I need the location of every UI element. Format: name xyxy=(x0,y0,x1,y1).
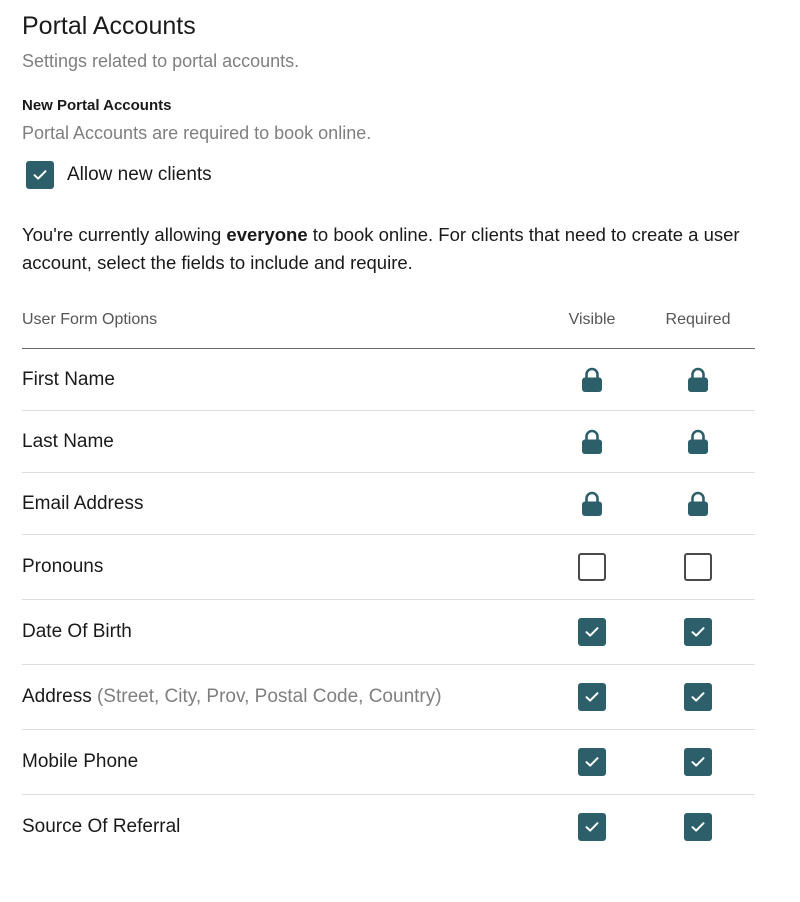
row-label-address xyxy=(22,686,442,708)
table-row xyxy=(22,349,755,411)
visible-cell xyxy=(578,813,606,841)
row-label-text: Last Name xyxy=(22,430,114,452)
visible-cell xyxy=(578,748,606,776)
table-row xyxy=(22,665,755,730)
table-body xyxy=(22,349,755,859)
visible-cell xyxy=(578,618,606,646)
pronouns-required-checkbox[interactable] xyxy=(684,553,712,581)
section-title: New Portal Accounts xyxy=(22,97,172,114)
required-cell xyxy=(684,683,712,711)
user-form-options-table xyxy=(22,300,755,859)
row-label-first-name xyxy=(22,369,115,391)
visible-cell xyxy=(581,367,603,393)
row-label-text: Email Address xyxy=(22,492,144,514)
allow-new-clients-label: Allow new clients xyxy=(67,164,212,185)
source-of-referral-required-checkbox[interactable] xyxy=(684,813,712,841)
visible-cell xyxy=(578,553,606,581)
column-header-visible: Visible xyxy=(568,311,616,328)
row-label-last-name xyxy=(22,431,114,453)
mobile-phone-visible-checkbox[interactable] xyxy=(578,748,606,776)
checkmark-icon xyxy=(585,756,599,768)
row-label-text: Date Of Birth xyxy=(22,621,132,642)
row-label-text: Pronouns xyxy=(22,556,104,577)
date-of-birth-visible-checkbox[interactable] xyxy=(578,618,606,646)
checkmark-icon xyxy=(691,691,705,703)
table-row xyxy=(22,535,755,600)
visible-cell xyxy=(581,429,603,455)
checkmark-icon xyxy=(585,626,599,638)
required-cell xyxy=(684,553,712,581)
section-description: Portal Accounts are required to book online. xyxy=(22,123,372,143)
checkmark-icon xyxy=(691,756,705,768)
required-cell xyxy=(687,367,709,393)
table-row xyxy=(22,600,755,665)
allow-new-clients-checkbox[interactable] xyxy=(26,161,54,189)
table-row xyxy=(22,411,755,473)
page-subtitle: Settings related to portal accounts. xyxy=(22,51,300,71)
table-header xyxy=(22,300,755,349)
required-cell xyxy=(684,748,712,776)
source-of-referral-visible-checkbox[interactable] xyxy=(578,813,606,841)
checkmark-icon xyxy=(691,821,705,833)
row-label-text: Mobile Phone xyxy=(22,751,139,772)
required-cell xyxy=(684,813,712,841)
required-cell xyxy=(684,618,712,646)
info-prefix: You're currently allowing xyxy=(22,224,227,245)
column-header-required: Required xyxy=(665,311,731,328)
table-row xyxy=(22,795,755,859)
info-emphasis: everyone xyxy=(226,224,308,245)
lock-icon xyxy=(581,429,603,455)
row-label-text: Address xyxy=(22,686,92,707)
visible-cell xyxy=(581,491,603,517)
row-label-hint: (Street, City, Prov, Postal Code, Country) xyxy=(96,686,442,707)
booking-info-text xyxy=(22,221,762,277)
mobile-phone-required-checkbox[interactable] xyxy=(684,748,712,776)
page-title: Portal Accounts xyxy=(22,12,196,40)
info-suffix: to book online. For clients that need to create a user account, select the fields to include and require. xyxy=(22,224,740,273)
lock-icon xyxy=(687,491,709,517)
checkmark-icon xyxy=(585,821,599,833)
pronouns-visible-checkbox[interactable] xyxy=(578,553,606,581)
allow-new-clients-checkbox-row[interactable] xyxy=(26,161,212,189)
required-cell xyxy=(687,491,709,517)
checkmark-icon xyxy=(585,691,599,703)
row-label-mobile-phone xyxy=(22,751,138,773)
table-row xyxy=(22,473,755,535)
row-label-pronouns xyxy=(22,556,103,578)
row-label-source-of-referral xyxy=(22,816,180,838)
lock-icon xyxy=(687,367,709,393)
table-row xyxy=(22,730,755,795)
lock-icon xyxy=(581,491,603,517)
date-of-birth-required-checkbox[interactable] xyxy=(684,618,712,646)
row-label-email-address xyxy=(22,493,143,515)
column-header-name: User Form Options xyxy=(22,311,158,328)
lock-icon xyxy=(687,429,709,455)
row-label-text: Source Of Referral xyxy=(22,816,181,837)
row-label-text: First Name xyxy=(22,368,115,390)
row-label-date-of-birth xyxy=(22,621,132,643)
address-visible-checkbox[interactable] xyxy=(578,683,606,711)
address-required-checkbox[interactable] xyxy=(684,683,712,711)
checkmark-icon xyxy=(691,626,705,638)
lock-icon xyxy=(581,367,603,393)
required-cell xyxy=(687,429,709,455)
visible-cell xyxy=(578,683,606,711)
checkmark-icon xyxy=(33,169,47,181)
